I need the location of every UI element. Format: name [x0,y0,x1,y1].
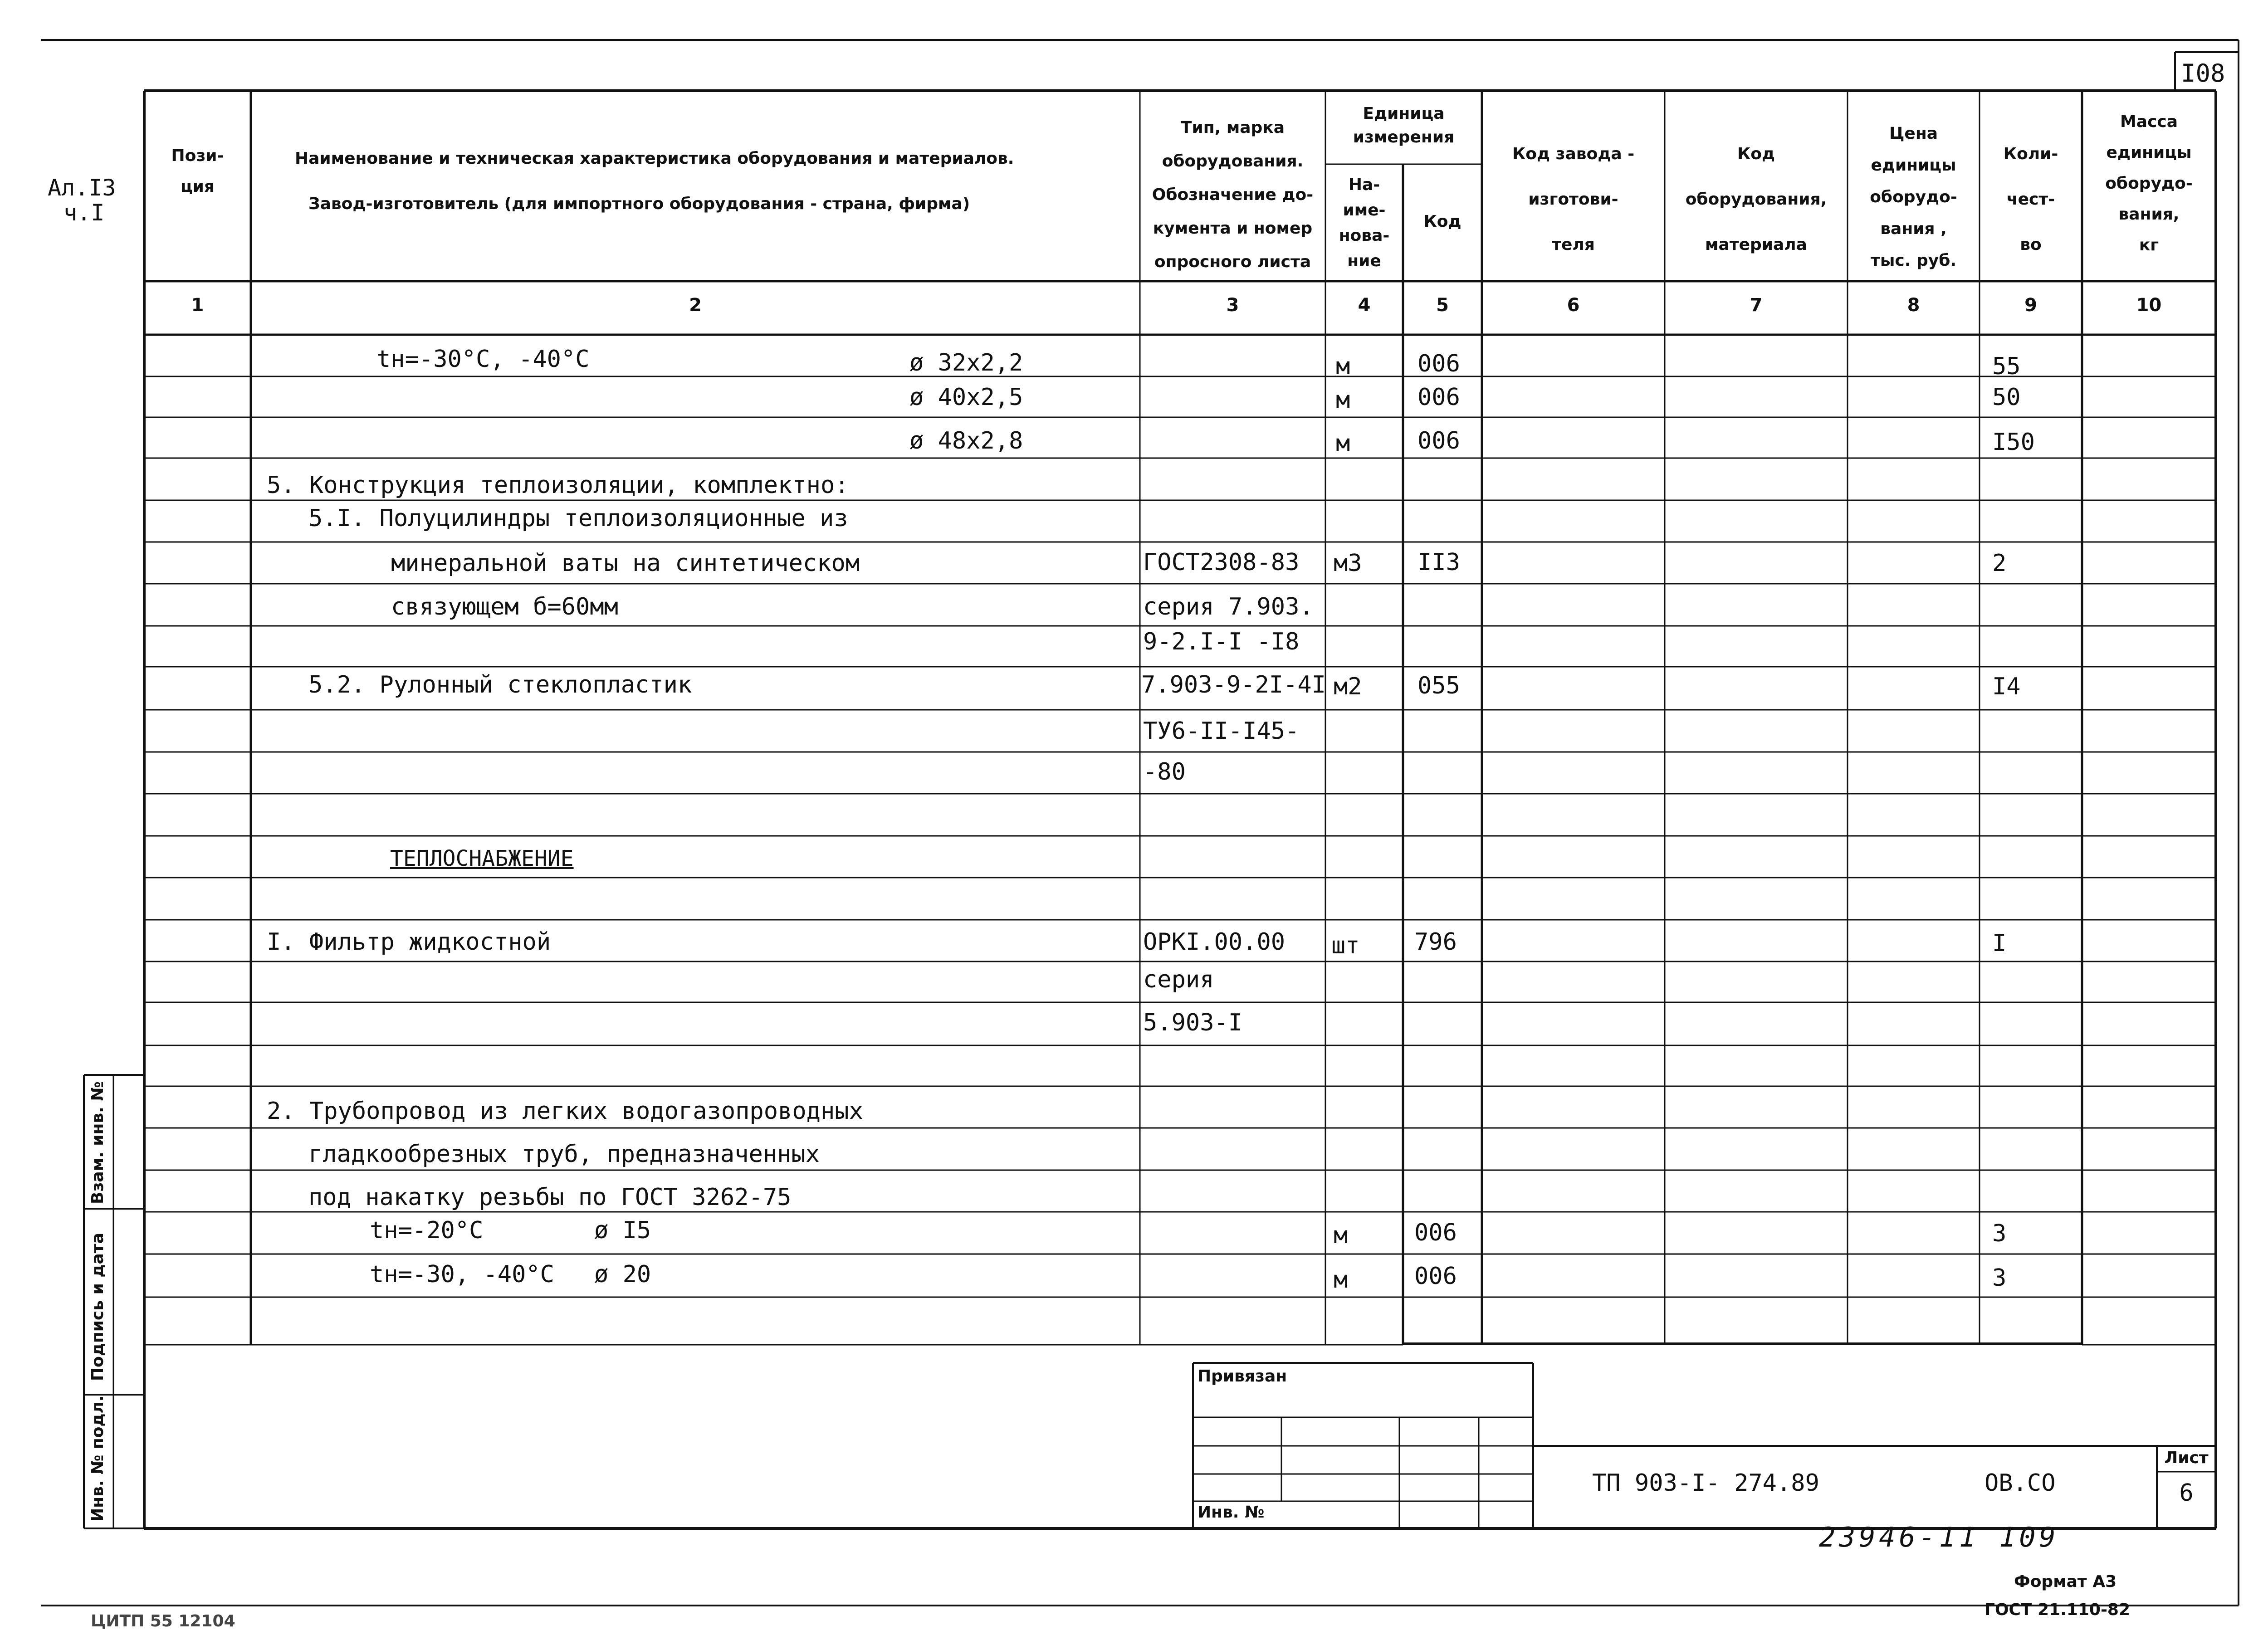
header-unit-group [1325,102,1482,149]
row-document: ГОСТ2308-83 [1143,549,1300,576]
column-number: 7 [1750,295,1763,316]
row-document: ТУ6-II-I45- [1143,717,1300,745]
row-document: серия [1143,966,1214,993]
row-dimension: ø 32x2,2 [909,349,1023,376]
header-col1-line: Пози- [171,146,224,165]
row-unit-code: 006 [1414,1263,1457,1290]
header-col3-line: опросного листа [1154,253,1311,271]
row-name: гладкообрезных труб, предназначенных [308,1141,820,1168]
header-col2-line: Завод-изготовитель (для импортного оборудования - страна, фирма) [308,195,970,213]
row-unit: м3 [1334,550,1362,577]
row-unit: м [1334,1266,1348,1293]
row-unit-code: 006 [1418,350,1460,377]
column-number: 2 [689,295,702,316]
column-number: 6 [1567,295,1580,316]
header-col6 [1482,132,1665,268]
row-quantity: 2 [1992,550,2007,577]
stamp-label-inv-original: Инв. № подл. [88,1395,107,1522]
header-col10 [2082,107,2216,261]
header-col9-line: чест- [2006,190,2055,209]
header-col10-line: кг [2139,236,2159,254]
column-number: 4 [1358,295,1371,316]
header-col2 [272,136,1043,227]
header-col10-line: оборудо- [2105,174,2193,193]
row-unit: м2 [1334,673,1362,700]
row-name: 2. Трубопровод из легких водогазопроводных [267,1098,863,1125]
header-col8-line: оборудо- [1870,188,1957,206]
header-col10-line: единицы [2106,143,2192,162]
row-unit-code: 006 [1418,427,1460,454]
header-col8-line: тыс. руб. [1870,251,1957,270]
row-unit-code: II3 [1418,549,1460,576]
sheet-number: 6 [2179,1479,2194,1507]
column-number: 3 [1226,295,1239,316]
header-col3 [1140,111,1325,279]
header-col1 [144,141,251,202]
row-unit-code: 055 [1418,672,1460,699]
row-document: ОРКI.00.00 [1143,928,1286,956]
column-number: 5 [1436,295,1449,316]
header-col9-line: во [2020,235,2042,254]
row-name: tн=-30°C, -40°C [376,346,590,373]
header-unit-line: измерения [1353,128,1455,146]
row-name: I. Фильтр жидкостной [267,928,551,956]
row-unit: м [1336,430,1350,457]
header-col10-line: вания, [2118,205,2180,224]
row-unit-code: 006 [1418,384,1460,411]
handwritten-number: 23946-11 109 [1819,1522,2059,1553]
side-ref-line1: Ал.I3 [48,175,116,201]
header-col8-line: вания , [1880,220,1947,238]
row-name: 5. Конструкция теплоизоляции, комплектно: [267,472,849,499]
row-unit-code: 796 [1414,928,1457,956]
column-number: 9 [2024,295,2037,316]
header-col1-line: ция [180,177,215,196]
row-unit: м [1334,1222,1348,1249]
stamp-label-signature-date: Подпись и дата [88,1233,107,1381]
header-col9 [1980,132,2082,268]
header-col3-line: Обозначение до- [1152,185,1314,204]
header-col4-line: На- [1348,176,1380,194]
header-col7-line: оборудования, [1685,190,1827,209]
header-col4-line: ние [1347,252,1381,270]
column-number: 1 [191,295,204,316]
format-label: Формат А3 [2014,1572,2117,1591]
side-ref-line2: ч.I [64,200,105,226]
row-quantity: 3 [1992,1264,2007,1292]
header-col3-line: кумента и номер [1153,219,1313,238]
row-name: 5.2. Рулонный стеклопластик [308,671,692,698]
sheet-code: ОВ.СО [1984,1469,2056,1497]
row-name: 5.I. Полуцилиндры теплоизоляционные из [308,505,848,532]
header-col10-line: Масса [2120,112,2178,131]
footer-left-code: ЦИТП 55 12104 [91,1612,235,1630]
header-col3-line: оборудования. [1162,152,1304,171]
row-dimension: ø 40x2,5 [909,384,1023,411]
row-unit: м [1336,353,1350,380]
row-document: серия 7.903. [1143,593,1314,620]
header-col4-line: име- [1343,201,1386,220]
header-col6-line: теля [1552,235,1595,254]
stamp-label-replaced-inv: Взам. инв. № [88,1081,107,1204]
gost-label: ГОСТ 21.110-82 [1984,1601,2131,1619]
row-unit-code: 006 [1414,1219,1457,1246]
row-quantity: I50 [1992,429,2035,456]
section-heading: ТЕПЛОСНАБЖЕНИЕ [390,846,574,871]
row-dimension: ø 48x2,8 [909,427,1023,454]
header-col6-line: изготови- [1528,190,1618,209]
header-col8-line: Цена [1889,124,1938,143]
row-document: 9-2.I-I -I8 [1143,628,1300,655]
header-col5: Код [1423,212,1461,231]
header-col8 [1848,118,1980,277]
row-name: tн=-20°C [370,1217,484,1244]
attached-label: Привязан [1198,1367,1287,1386]
row-quantity: 50 [1992,384,2021,411]
header-col8-line: единицы [1871,156,1956,175]
row-unit: шт [1331,932,1360,959]
row-quantity: I4 [1992,673,2021,700]
row-quantity: 55 [1992,353,2021,380]
row-dimension: ø I5 [594,1217,651,1244]
row-unit: м [1336,386,1350,414]
row-name: tн=-30, -40°C [370,1261,554,1288]
row-document: 5.903-I [1143,1009,1243,1036]
header-col3-line: Тип, марка [1180,118,1285,137]
header-col2-line: Наименование и техническая характеристика оборудования и материалов. [295,149,1014,168]
inv-label: Инв. № [1198,1503,1265,1522]
document-code: ТП 903-I- 274.89 [1592,1469,1819,1497]
header-col6-line: Код завода - [1512,145,1635,163]
sheet-label: Лист [2164,1449,2209,1467]
row-quantity: 3 [1992,1220,2007,1247]
header-col7-line: Код [1737,145,1775,163]
header-col4-line: нова- [1339,226,1390,245]
row-dimension: ø 20 [594,1261,651,1288]
header-col7-line: материала [1705,235,1807,254]
row-document: -80 [1143,758,1186,786]
header-col4 [1325,172,1403,274]
column-number: 10 [2136,295,2162,316]
header-col9-line: Коли- [2003,145,2058,163]
header-col7 [1665,132,1848,268]
row-document: 7.903-9-2I-4I [1141,671,1326,698]
row-name: под накатку резьбы по ГОСТ 3262-75 [308,1184,792,1211]
row-name: минеральной ваты на синтетическом [391,550,860,577]
row-quantity: I [1992,930,2007,957]
column-number: 8 [1907,295,1920,316]
sheet-corner-number: I08 [2181,59,2225,88]
row-name: связующем б=60мм [391,593,618,620]
header-unit-line: Единица [1363,104,1445,123]
